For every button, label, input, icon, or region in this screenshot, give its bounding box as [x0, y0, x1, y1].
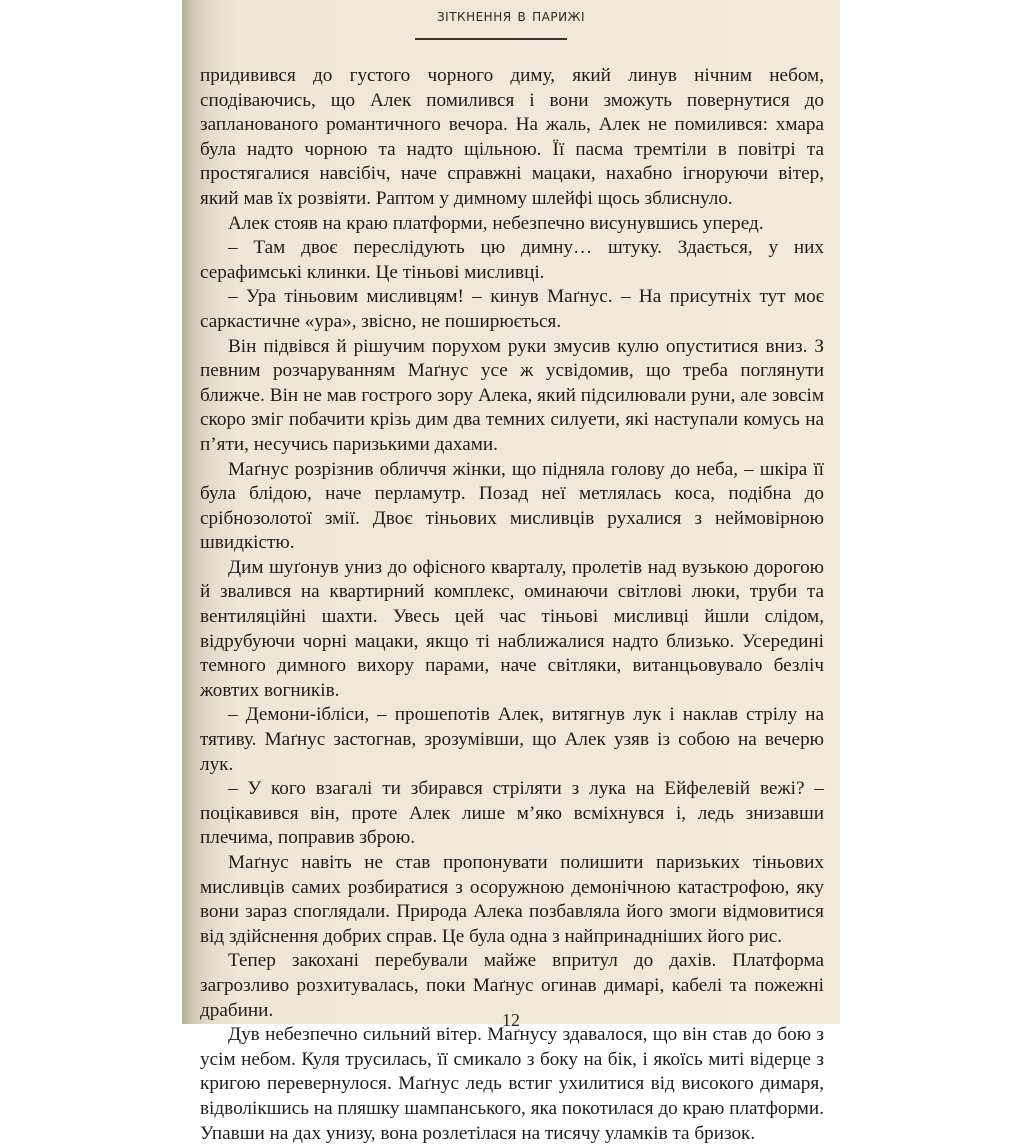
paragraph: Алек стояв на краю платформи, небезпечно висунувшись уперед.: [228, 212, 764, 234]
paragraph: Маґнус розрізнив обличчя жінки, що підняла голову до неба, – шкіра її була блідою, наче перламутр. Позад неї метлялась коса, подібна до срібнозолотої змії. Двоє тіньових мисливців рухалися з неймовірною швидкістю.: [200, 458, 824, 554]
paragraph: Дув небезпечно сильний вітер. Маґнусу здавалося, що він став до бою з усім небом. Куля трусилась, її смикало з боку на бік, і якоїсь миті відерце з кригою перевернулося. Маґнус ледь встиг ухилитися від високого димаря, відволікшись на пляшку шампанського, яка покотилася до краю платформи. Упавши на дах унизу, вона розлетілася на тисячу уламків та бризок.: [200, 1024, 824, 1144]
paragraph: Маґнус навіть не став пропонувати полишити паризьких тіньових мисливців самих розбиратися з осоружною демонічною катастрофою, яку вони зараз споглядали. Природа Алека позбавляла його змоги відмовитися від здійснення добрих справ. Це була одна з найпринадніших його рис.: [200, 852, 824, 947]
paragraph: – У кого взагалі ти збирався стріляти з лука на Ейфелевій вежі? – поцікавився він, проте Алек лише м’яко всміхнувся і, ледь знизавши плечима, поправив зброю.: [200, 778, 824, 849]
paragraph: Тепер закохані перебували майже впритул до дахів. Платформа загрозливо розхитувалась, поки Маґнус огинав димарі, кабелі та пожежні драбини.: [200, 950, 824, 1021]
paragraph: – Ура тіньовим мисливцям! – кинув Маґнус. – На присутніх тут моє саркастичне «ура», звісно, не поширюється.: [200, 286, 824, 332]
header-divider: [415, 38, 567, 40]
paragraph: – Там двоє переслідують цю димну… штуку. Здається, у них серафимські клинки. Це тіньові мисливці.: [200, 237, 824, 283]
running-head: зіткнення в парижі: [436, 6, 586, 26]
paragraph: Дим шуґонув униз до офісного кварталу, пролетів над вузькою дорогою й звалився на квартирний комплекс, оминаючи світлові люки, труби та вентиляційні шахти. Увесь цей час тіньові мисливці йшли слідом, відрубуючи чорні мацаки, якщо ті наближалися надто близько. Усередині темного димного вихору парами, наче світляки, витанцьовувало безліч жовтих вогників.: [200, 556, 824, 701]
paragraph: придивився до густого чорного диму, який линув нічним небом, сподіваючись, що Алек помилився і вони зможуть повернутися до запланованого романтичного вечора. На жаль, Алек не помилився: хмара була надто чорною та надто щільною. Її пасма тремтіли в повітрі та простягалися навсібіч, наче справжні мацаки, нахабно ігноруючи вітер, який мав їх розвіяти. Раптом у димному шлейфі щось зблиснуло.: [200, 65, 824, 209]
body-text: [200, 64, 824, 1146]
book-page: [182, 0, 840, 1144]
paragraph: Він підвівся й рішучим порухом руки змусив кулю опуститися вниз. З певним розчаруванням Маґнус усе ж усвідомив, що треба поглянути ближче. Він не мав гострого зору Алека, який підсилювали руни, але зовсім скоро зміг побачити крізь дим два темних силуети, які наступали комусь на п’яти, несучись паризькими дахами.: [200, 335, 824, 455]
paragraph: – Демони-ібліси, – прошепотів Алек, витягнув лук і наклав стрілу на тятиву. Маґнус застогнав, зрозумівши, що Алек узяв із собою на вечерю лук.: [200, 704, 824, 775]
page-number: 12: [502, 1010, 520, 1030]
